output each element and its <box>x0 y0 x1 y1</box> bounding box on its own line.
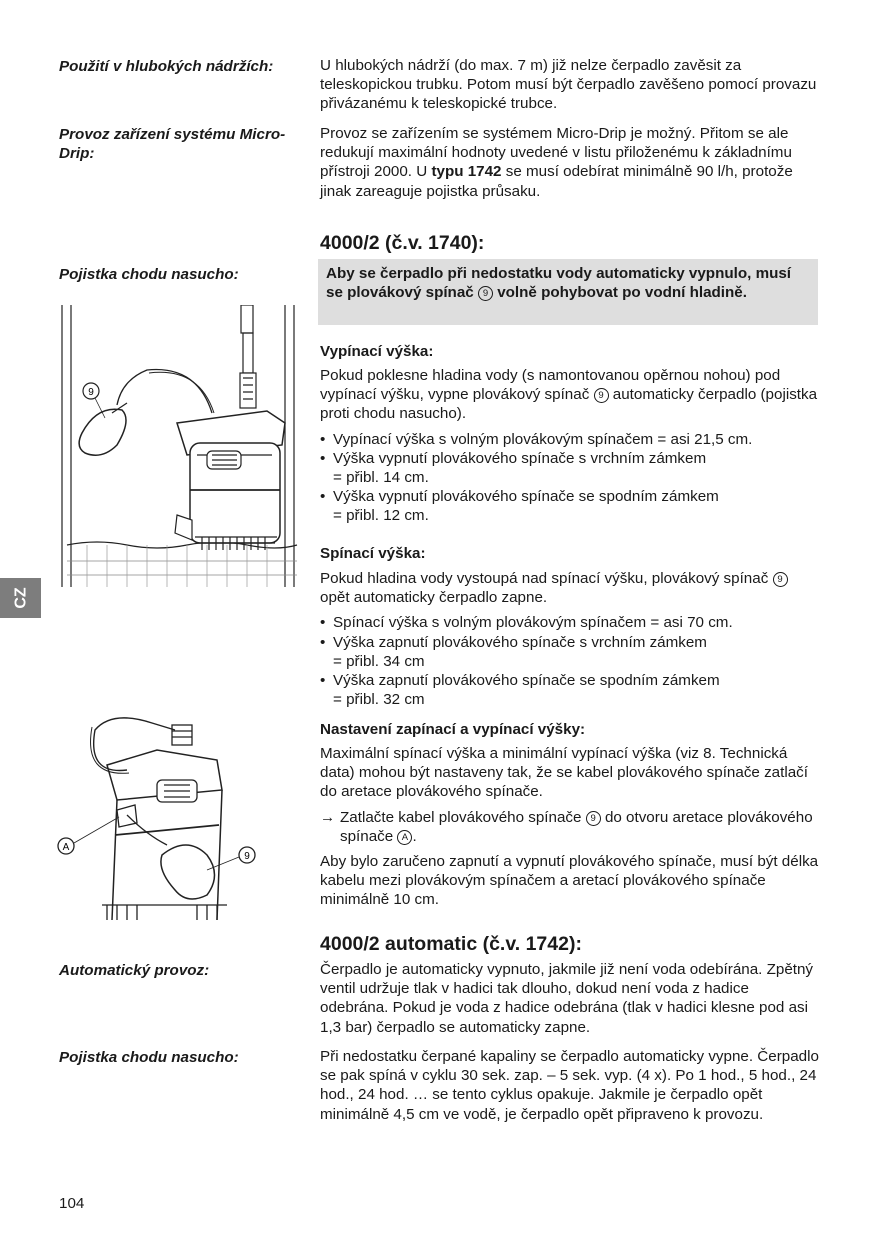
language-tab-label: CZ <box>11 587 29 609</box>
switch-off-intro <box>320 366 820 424</box>
switch-off-bullet-1: • Vypínací výška s volným plovákovým spínačem = asi 21,5 cm. <box>320 430 820 449</box>
automatic-mode-text <box>320 960 820 1037</box>
switch-off-intro-b: automaticky čerpadlo (pojistka proti chodu nasucho). <box>320 386 818 423</box>
micro-drip-type: typu 1742 <box>431 163 502 181</box>
page-number: 104 <box>59 1195 85 1212</box>
figure1-float-label: 9 <box>88 387 94 398</box>
switch-on-bullet-3: • Výška zapnutí plovákového spínače se spodním zámkem <box>320 671 820 690</box>
pump-tank-figure <box>57 305 307 587</box>
switch-off-heading: Vypínací výška: <box>320 343 434 360</box>
dry-run-label-1742: Pojistka chodu nasucho: <box>59 1049 239 1066</box>
language-tab <box>0 578 41 618</box>
automatic-mode-paragraph: Čerpadlo je automaticky vypnuto, jakmile již není voda odebírána. Zpětný ventil udržuje tlak v hadici tak dlouho, dokud není voda z hadice odebrána. Pokud je voda z hadice odebrána (tlak v hadici klesne pod asi 1,3 bar) čerpadlo se automaticky zapne. <box>320 961 814 1036</box>
switch-on-bullet-2-value: = přibl. 34 cm <box>333 652 425 670</box>
float-lock-figure <box>57 705 267 920</box>
switch-on-intro-a: Pokud hladina vody vystoupá nad spínací výšku, plovákový spínač <box>320 570 769 587</box>
switch-on-bullet-1: • Spínací výška s volným plovákovým spínačem = asi 70 cm. <box>320 613 820 632</box>
switch-off-bullet-3-value: = přibl. 12 cm. <box>333 507 429 525</box>
micro-drip-paragraph <box>320 124 820 201</box>
micro-drip-text-a: Provoz se zařízením se systémem Micro-Drip je možný. Přitom se ale redukují maximální hodnoty uvedené v listu přiloženému k základnímu přístroji 2000. U <box>320 125 792 181</box>
figure2-lock-label: A <box>62 842 70 853</box>
switch-on-text <box>320 569 820 709</box>
switch-off-intro-a: Pokud poklesne hladina vody (s namontovanou opěrnou nohou) pod vypínací výšku, vypne plovákový spínač <box>320 367 781 404</box>
lock-ref: A <box>397 830 412 845</box>
figure2-float-label: 9 <box>244 851 250 862</box>
switch-on-intro <box>320 569 820 607</box>
dry-run-paragraph-1742: Při nedostatku čerpané kapaliny se čerpadlo automaticky vypne. Čerpadlo se pak spíná v cyklu 30 sek. zap. – 5 sek. vyp. (4 x). Po 1 hod., 5 hod., 24 hod., 24 hod. … se tento cyklus opakuje. Jakmile je čerpadlo opět minimálně 4,5 cm ve vodě, je čerpadlo opět připraveno k provozu. <box>320 1048 819 1123</box>
float-ref: 9 <box>594 388 609 403</box>
warning-text-a: Aby se čerpadlo při nedostatku vody automaticky vypnulo, musí se plovákový spínač <box>326 265 792 301</box>
micro-drip-text-b: se musí odebírat minimálně 90 l/h, protože jinak zareaguje pojistka průsaku. <box>320 163 793 200</box>
deep-tanks-text <box>320 56 820 114</box>
dry-run-label-1740: Pojistka chodu nasucho: <box>59 266 239 283</box>
adjust-step <box>320 808 820 846</box>
tank-right-wall <box>285 305 294 587</box>
warning-text-b: volně pohybovat po vodní hladině. <box>497 284 747 301</box>
warning-box <box>318 259 818 325</box>
switch-off-bullet-2-value: = přibl. 14 cm. <box>333 469 429 487</box>
adjust-intro: Maximální spínací výška a minimální vypínací výška (viz 8. Technická data) mohou být nastaveny tak, že se kabel plovákového spínače zatlačí do aretace plovákového spínače. <box>320 745 808 801</box>
heading-1742: 4000/2 automatic (č.v. 1742): <box>320 933 582 955</box>
adjust-step-end: . <box>412 827 417 845</box>
switch-on-intro-b: opět automaticky čerpadlo zapne. <box>320 589 548 607</box>
automatic-mode-label: Automatický provoz: <box>59 962 210 979</box>
micro-drip-label: Provoz zařízení systému Micro-Drip: <box>59 126 286 162</box>
float-ref: 9 <box>586 811 601 826</box>
adjust-text <box>320 744 820 910</box>
adjust-heading: Nastavení zapínací a vypínací výšky: <box>320 721 586 738</box>
float-switch-ref: 9 <box>478 286 493 301</box>
switch-off-text <box>320 366 820 526</box>
adjust-step-b: do otvoru aretace plovákového spínače <box>340 808 813 845</box>
float-ref: 9 <box>773 572 788 587</box>
micro-drip-text <box>320 124 820 201</box>
deep-tanks-label: Použití v hlubokých nádržích: <box>59 58 274 75</box>
switch-off-bullet-3: • Výška vypnutí plovákového spínače se spodním zámkem <box>320 487 820 506</box>
switch-on-bullet-3-value: = přibl. 32 cm <box>333 691 425 709</box>
adjust-note: Aby bylo zaručeno zapnutí a vypnutí plovákového spínače, musí být délka kabelu mezi plovákovým spínačem a aretací plovákového spínače minimálně 10 cm. <box>320 853 819 909</box>
switch-off-bullet-2: • Výška vypnutí plovákového spínače s vrchním zámkem <box>320 449 820 468</box>
deep-tanks-paragraph: U hlubokých nádrží (do max. 7 m) již nelze čerpadlo zavěsit za teleskopickou trubku. Potom musí být čerpadlo zavěšeno pomocí provazu přivázanému k teleskopické trubce. <box>320 57 817 113</box>
switch-on-heading: Spínací výška: <box>320 545 426 562</box>
adjust-step-a: Zatlačte kabel plovákového spínače <box>340 808 582 826</box>
heading-1740: 4000/2 (č.v. 1740): <box>320 232 485 254</box>
switch-on-bullet-2: • Výška zapnutí plovákového spínače s vrchním zámkem <box>320 633 820 652</box>
dry-run-text-1742 <box>320 1047 820 1124</box>
